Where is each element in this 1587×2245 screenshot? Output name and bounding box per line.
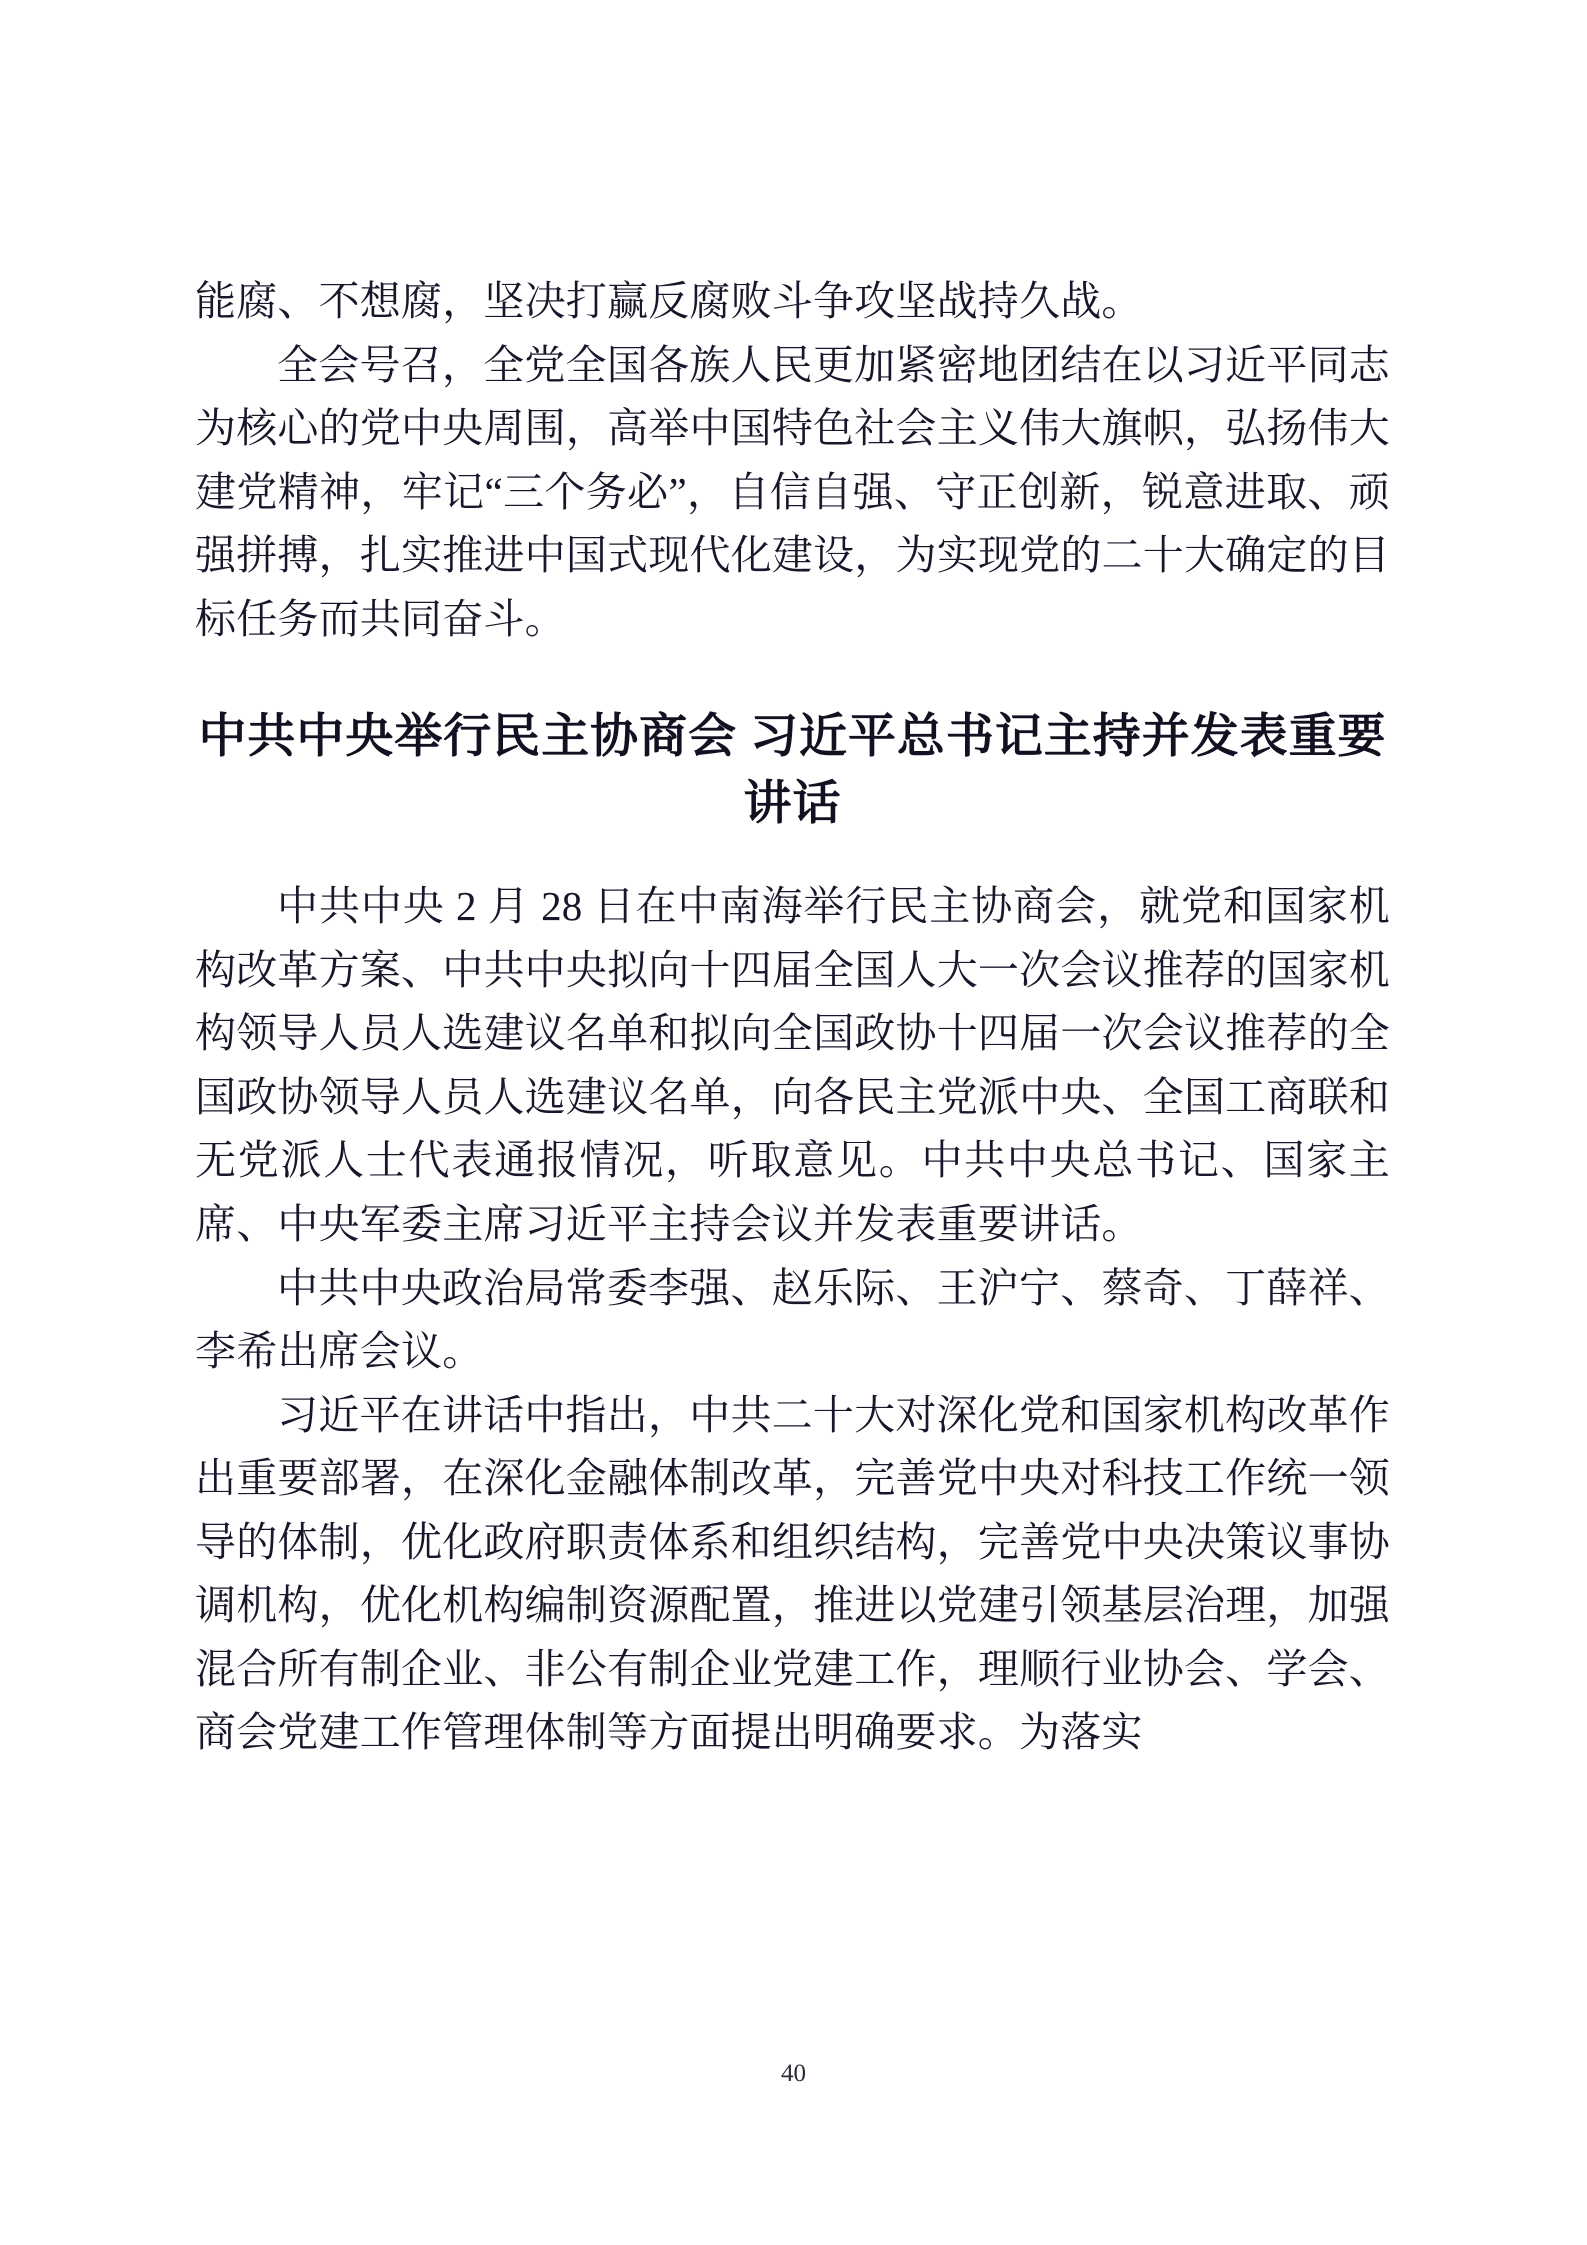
paragraph: 能腐、不想腐，坚决打赢反腐败斗争攻坚战持久战。 [195, 278, 1143, 324]
paragraph: 中共中央 2 月 28 日在中南海举行民主协商会，就党和国家机构改革方案、中共中央拟向十四届全国人大一次会议推荐的国家机构领导人员人选建议名单和拟向全国政协十四届一次会议推荐的全国政协领导人员人选建议名单，向各民主党派中央、全国工商联和无党派人士代表通报情况，听取意见。中共中央总书记、国家主席、中央军委主席习近平主持会议并发表重要讲话。 [195, 883, 1390, 1248]
paragraph: 全会号召，全党全国各族人民更加紧密地团结在以习近平同志为核心的党中央周围，高举中国特色社会主义伟大旗帜，弘扬伟大建党精神，牢记“三个务必”，自信自强、守正创新，锐意进取、顽强拼搏，扎实推进中国式现代化建设，为实现党的二十大确定的目标任务而共同奋斗。 [195, 341, 1390, 642]
section-heading: 中共中央举行民主协商会 习近平总书记主持并发表重要讲话 [198, 711, 1387, 831]
page-content [195, 270, 1390, 1765]
paragraph: 中共中央政治局常委李强、赵乐际、王沪宁、蔡奇、丁薛祥、李希出席会议。 [195, 1264, 1390, 1375]
page-number: 40 [781, 2060, 806, 2087]
paragraph: 习近平在讲话中指出，中共二十大对深化党和国家机构改革作出重要部署，在深化金融体制改革，完善党中央对科技工作统一领导的体制，优化政府职责体系和组织结构，完善党中央决策议事协调机构，优化机构编制资源配置，推进以党建引领基层治理，加强混合所有制企业、非公有制企业党建工作，理顺行业协会、学会、商会党建工作管理体制等方面提出明确要求。为落实 [195, 1391, 1390, 1756]
